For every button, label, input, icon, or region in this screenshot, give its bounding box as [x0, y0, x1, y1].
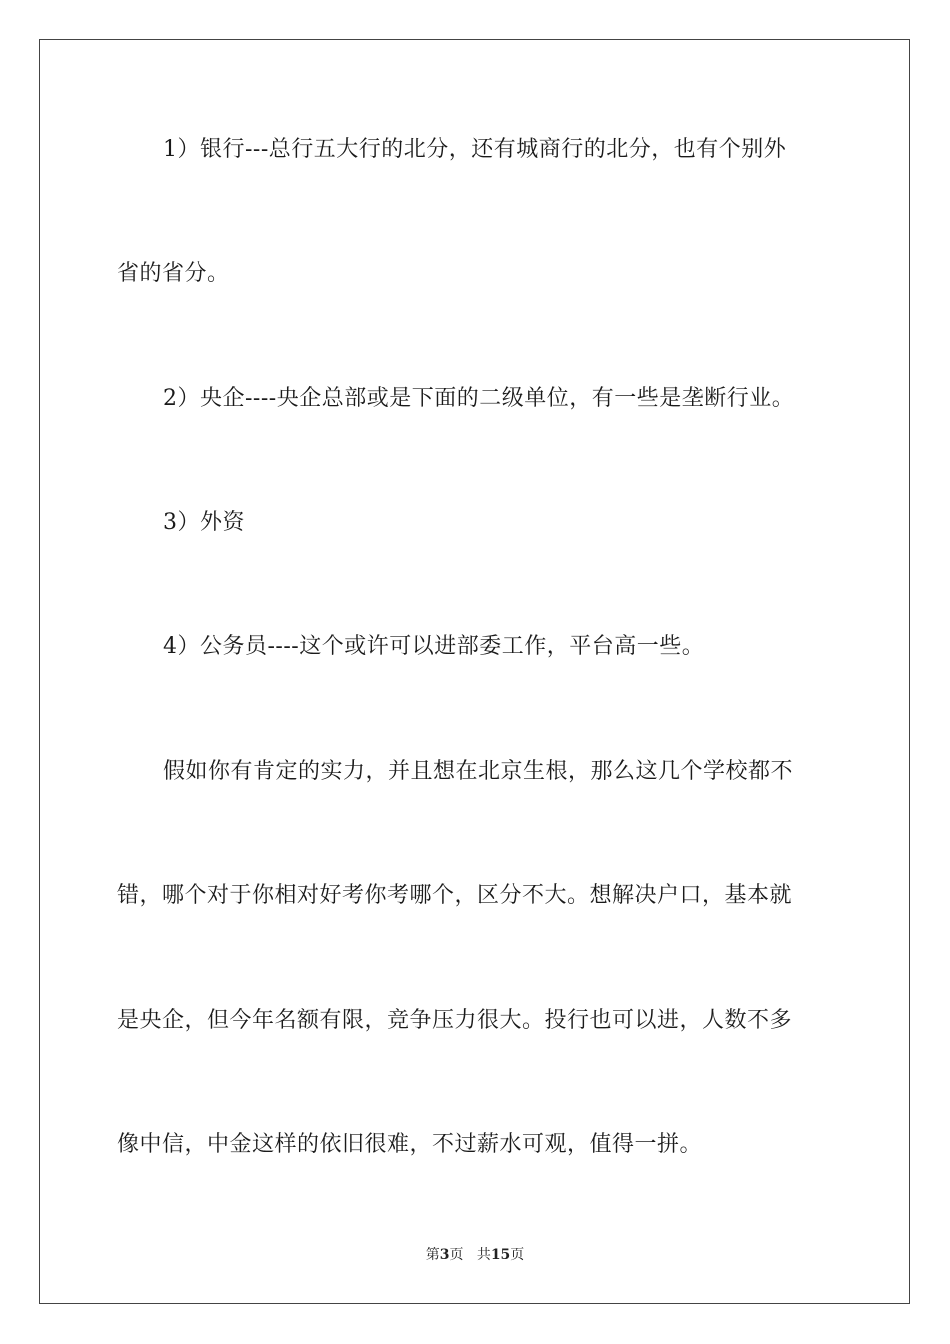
- footer-page-number: 3: [439, 1247, 450, 1263]
- paragraph-line-9: 像中信，中金这样的依旧很难，不过薪水可观，值得一拼。: [117, 1132, 703, 1157]
- footer-page-prefix: 第: [425, 1247, 440, 1263]
- paragraph-line-4: 3）外资: [163, 510, 245, 535]
- paragraph-line-2: 省的省分。: [117, 261, 230, 286]
- paragraph-line-5: 4）公务员----这个或许可以进部委工作，平台高一些。: [163, 634, 705, 659]
- paragraph-line-6: 假如你有肯定的实力，并且想在北京生根，那么这几个学校都不: [163, 759, 794, 784]
- page-border: [39, 39, 910, 1304]
- footer-total-suffix: 页: [510, 1247, 525, 1263]
- page-footer: [0, 1245, 950, 1265]
- footer-total-pages: 15: [490, 1247, 511, 1263]
- footer-page-suffix: 页: [449, 1247, 464, 1263]
- paragraph-line-8: 是央企，但今年名额有限，竞争压力很大。投行也可以进，人数不多: [117, 1008, 793, 1033]
- paragraph-line-7: 错，哪个对于你相对好考你考哪个，区分不大。想解决户口，基本就: [117, 883, 793, 908]
- paragraph-line-1: 1）银行---总行五大行的北分，还有城商行的北分，也有个别外: [163, 137, 787, 162]
- paragraph-line-3: 2）央企----央企总部或是下面的二级单位，有一些是垄断行业。: [163, 386, 795, 411]
- footer-total-prefix: 共: [476, 1247, 491, 1263]
